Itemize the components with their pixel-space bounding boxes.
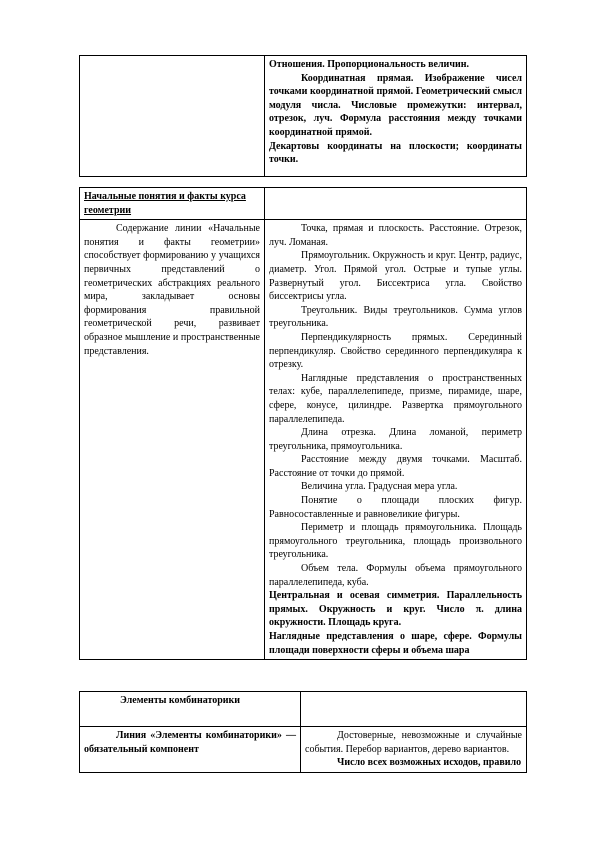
header-empty-cell (301, 692, 527, 727)
table-combinatorics (79, 691, 527, 773)
right-content-cell (265, 220, 527, 660)
table-header-row (80, 692, 527, 727)
paragraph: Объем тела. Формулы объема прямоугольного параллелепипеда, куба. (269, 563, 522, 588)
paragraph: Величина угла. Градусная мера угла. (301, 481, 458, 493)
paragraph: Декартовы координаты на плоскости; координаты точки. (269, 140, 522, 166)
table-header-row (80, 188, 527, 220)
section-title: Начальные понятия и факты курса геометрии (84, 191, 246, 216)
table-continuation (79, 55, 527, 177)
paragraph: Координатная прямая. Изображение чисел точками координатной прямой. Геометрический смысл модуля числа. Числовые промежутки: интервал, отрезок, луч. Формула расстояния между точками координатной прямой. (269, 72, 522, 138)
right-content-cell (301, 727, 527, 773)
paragraph-bold: Число всех возможных исходов, правило (337, 757, 522, 769)
left-cell-empty (80, 56, 265, 177)
section-title: Элементы комбинаторики (120, 695, 241, 706)
section-header-cell (80, 692, 301, 727)
line-description: Линия «Элементы комбинаторики» — обязательный компонент (84, 730, 296, 755)
left-description-cell (80, 727, 301, 773)
paragraph: Расстояние между двумя точками. Масштаб. Расстояние от точки до прямой. (269, 454, 522, 479)
table-row (80, 56, 527, 177)
paragraph: Треугольник. Виды треугольников. Сумма углов треугольника. (269, 304, 522, 330)
header-empty-cell (265, 188, 527, 220)
table-geometry (79, 187, 527, 660)
paragraph-bold: Центральная и осевая симметрия. Параллельность прямых. Окружность и круг. Число π. длина окружности. Площадь круга. (269, 590, 522, 629)
table-row (80, 727, 527, 773)
left-description-cell (80, 220, 265, 660)
line-description: Содержание линии «Начальные понятия и факты геометрии» способствует формированию у учащихся первичных представлений о геометрических абстракциях реального мира, закладывает основы формирования правильной геометрической речи, развивает образное мышление и пространственные представления. (84, 223, 260, 357)
paragraph: Периметр и площадь прямоугольника. Площадь прямоугольного треугольника, площадь произвольного треугольника. (269, 522, 522, 561)
paragraph-bold: Наглядные представления о шаре, сфере. Формулы площади поверхности сферы и объема шара (269, 631, 522, 656)
right-cell (265, 56, 527, 177)
paragraph: Точка, прямая и плоскость. Расстояние. Отрезок, луч. Ломаная. (269, 223, 522, 248)
paragraph: Достоверные, невозможные и случайные события. Перебор вариантов, дерево вариантов. (305, 730, 522, 755)
paragraph: Длина отрезка. Длина ломаной, периметр треугольника, прямоугольника. (269, 427, 522, 452)
paragraph: Понятие о площади плоских фигур. Равносоставленные и равновеликие фигуры. (269, 495, 522, 520)
paragraph: Наглядные представления о пространственных телах: кубе, параллелепипеде, призме, пирамиде, шаре, сфере, конусе, цилиндре. Развертка прямоугольного параллелепипеда. (269, 372, 522, 425)
section-header-cell (80, 188, 265, 220)
paragraph: Перпендикулярность прямых. Серединный перпендикуляр. Свойство серединного перпендикуляра к отрезку. (269, 331, 522, 371)
paragraph: Прямоугольник. Окружность и круг. Центр, радиус, диаметр. Угол. Прямой угол. Острые и тупые углы. Развернутый угол. Биссектриса угла. Свойство биссектрисы угла. (269, 250, 522, 303)
paragraph: Отношения. Пропорциональность величин. (269, 59, 469, 70)
table-row (80, 220, 527, 660)
